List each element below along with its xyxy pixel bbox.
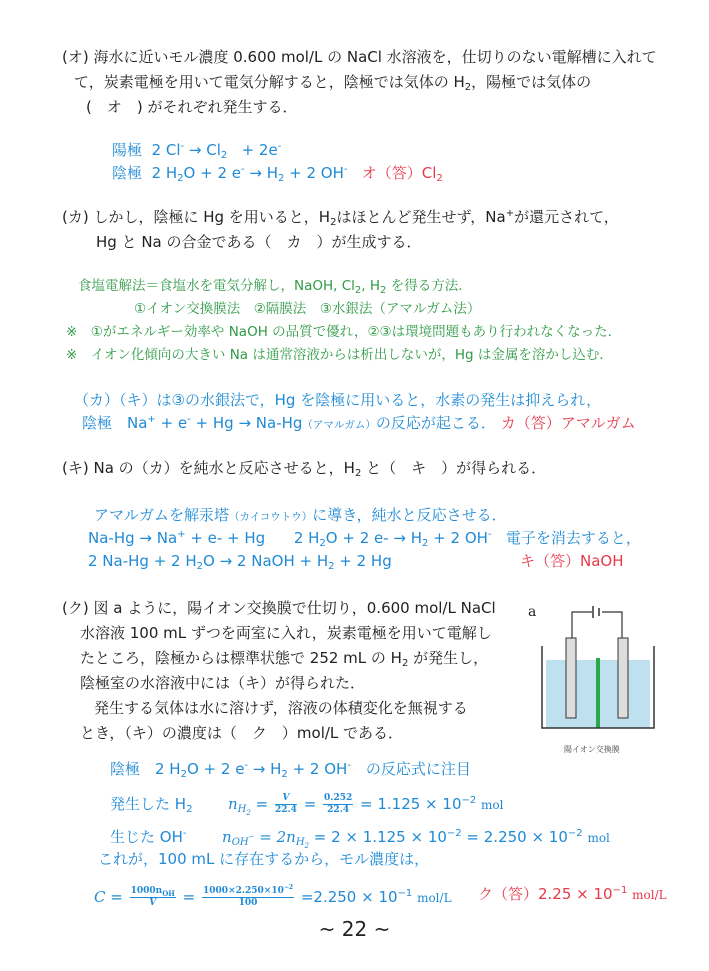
eq: O + 2 e <box>183 164 241 182</box>
eq: + 2e <box>236 141 278 159</box>
electrolysis-figure <box>520 598 668 758</box>
question-o-line2: て，炭素電極を用いて電気分解すると，陰極では気体の $H_2$，陽極では気体の <box>74 73 592 93</box>
exp: −1 <box>612 885 628 896</box>
note-line4: ※ イオン化傾向の大きい Na は通常溶液からは析出しないが，Hg は金属を溶かし込む． <box>66 347 613 363</box>
label: 陰極 <box>112 164 143 182</box>
text: + 2 OH <box>287 760 348 778</box>
ka-explain-line1: （カ）（キ）は③の水銀法で，Hg を陰極に用いると，水素の発生は抑えられ， <box>74 391 602 409</box>
text: が還元されて， <box>514 208 619 226</box>
question-ki-line1: (キ) Na の（カ）を純水と反応させると，$H_2$ と（ キ ）が得られる． <box>62 459 547 479</box>
fraction <box>202 884 294 908</box>
fraction <box>275 794 297 815</box>
question-ku-line3: たところ，陰極からは標準状態で 252 mL の $H_2$ が発生し， <box>80 649 489 669</box>
math: H <box>237 804 247 815</box>
text: ，陽極では気体の <box>471 73 592 91</box>
text: Na-Hg → Na <box>88 529 178 547</box>
text: 生じた OH <box>110 828 183 846</box>
text: が発生し， <box>408 649 489 667</box>
answer-o: オ（答）Cl <box>361 164 437 182</box>
question-o-line3: ( オ ) がそれぞれ発生する． <box>86 98 298 116</box>
text: （カイコウトウ） <box>229 511 313 523</box>
figure-label: a <box>528 604 537 620</box>
den: 22.4 <box>327 805 350 815</box>
fraction <box>323 794 353 815</box>
text: の反応式に注目 <box>350 760 471 778</box>
ku-calc-line2: 発生した $H_2$ $n_{H_2}$ = $\frac{V}{22.4}$ = $\frac{0.252}{22.4}$ = $1.125 \times 10^{-2}$ mol <box>110 793 504 817</box>
label: 陽極 <box>112 141 143 159</box>
text: を得る方法． <box>386 278 472 294</box>
text: 2 H <box>293 529 320 547</box>
eq: 2 H <box>151 164 178 182</box>
ku-calc-line3: 生じた OH- $n_{OH^-} = 2n_{H_2} = 2 \times 1.125 \times 10^{-2} = 2.250 \times 10^{-2}$ mol <box>110 828 610 850</box>
answer-ku <box>478 887 667 902</box>
text: = 1.125 × 10 <box>360 795 462 813</box>
num: 1000×2.250×10 <box>203 886 284 896</box>
eq: 2 Cl <box>151 141 181 159</box>
page-number: ~ 22 ~ <box>318 917 391 941</box>
answer-ki: キ（答）NaOH <box>520 552 624 570</box>
eq: → Cl <box>184 141 221 159</box>
math: H <box>295 837 305 848</box>
ki-explain-line2: Na-Hg → Na+ + e- + Hg 2 $H_2O + 2$ $e- \to H_2 + 2$ OH- 電子を消去すると， <box>88 529 641 549</box>
exp: −1 <box>397 888 413 899</box>
cathode-equation: 陰極 2 $H_2O + 2$ $e^- \to H_2 + 2$ OH- オ（答）$Cl_2$ <box>112 164 443 184</box>
math: n <box>222 828 232 846</box>
num: V <box>275 794 297 805</box>
note-line3: ※ ①がエネルギー効率や NaOH の品質で優れ，②③は環境問題もあり行われなくなった． <box>66 324 622 340</box>
exp: −2 <box>446 828 462 839</box>
text: に導き，純水と反応させる． <box>312 506 507 524</box>
num: 0.252 <box>324 793 353 803</box>
eq: → H <box>244 164 278 182</box>
ka-explain-line2: 陰極 Na+ + e- + Hg → Na-Hg（アマルガム）の反応が起こる． カ（答）アマルガム <box>82 414 636 432</box>
ki-explain-line1 <box>94 508 507 523</box>
figure-caption: 陽イオン交換膜 <box>564 745 620 754</box>
text: 電子を消去すると， <box>505 529 641 547</box>
text: の反応が起こる． <box>375 414 496 432</box>
question-o-line1: (オ) 海水に近いモル濃度 0.600 mol/L の NaCl 水溶液を，仕切りのない電解槽に入れて <box>62 48 657 66</box>
num-sub: OH <box>162 889 175 898</box>
math: C <box>94 888 106 906</box>
exp: −2 <box>461 795 477 806</box>
text: アマルガムを解汞塔 <box>94 506 230 524</box>
question-ka-line2: Hg と Na の合金である（ カ ）が生成する． <box>96 233 422 251</box>
unit: mol <box>481 798 504 812</box>
num-exp: −2 <box>283 884 294 891</box>
ki-explain-line3: 2 Na-Hg + 2 $H_2O \to 2$ NaOH + $H_2 + 2$ Hg <box>88 552 392 572</box>
text: O → 2 NaOH + H <box>203 552 329 570</box>
question-ku-line2: 水溶液 100 mL ずつを両室に入れ，炭素電極を用いて電解し <box>80 624 492 642</box>
ku-calc-line4: これが，100 mL に存在するから，モル濃度は， <box>98 850 430 868</box>
text: → H <box>248 760 282 778</box>
text: (カ) しかし，陰極に Hg を用いると，H <box>62 208 331 226</box>
text: , H <box>361 278 381 294</box>
text: O + 2 e <box>186 760 245 778</box>
text: 発生した H <box>110 795 187 813</box>
ku-calc-line1: 陰極 2 $H_2O + 2$ $e^- \to H_2 + 2$ OH- の反応式に注目 <box>110 760 471 780</box>
text: + 2 OH <box>428 529 488 547</box>
math: n <box>228 795 238 813</box>
text: O + 2 e- → H <box>325 529 423 547</box>
text: たところ，陰極からは標準状態で 252 mL の H <box>80 649 402 667</box>
cell-drawing <box>520 598 668 758</box>
unit: mol/L <box>417 891 452 905</box>
question-ku-line1: (ク) 図 a ように，陽イオン交換膜で仕切り，0.600 mol/L NaCl <box>62 599 496 617</box>
text: + e- + Hg <box>185 529 266 547</box>
question-ku-line6: とき，（キ）の濃度は（ ク ）mol/L である． <box>80 724 404 742</box>
text: (キ) Na の（カ）を純水と反応させると，H <box>62 459 355 477</box>
text: + e <box>155 414 188 432</box>
math: OH <box>231 837 249 848</box>
text: （アマルガム） <box>302 419 376 431</box>
text: 陰極 Na <box>82 414 148 432</box>
fraction <box>130 887 176 908</box>
text: 2 Na-Hg + 2 H <box>88 552 197 570</box>
answer-ka: カ（答）アマルガム <box>500 414 636 432</box>
text: ク（答）2.25 × 10 <box>478 885 613 903</box>
math: = 2n <box>254 828 296 846</box>
ku-calc-line5: C = $\frac{1000n_{OH}}{V}$ = $\frac{1000\times 2.250\times 10^{-2}}{100}$ $=2.250 \times 10^{-1}$ mol/L <box>94 884 452 908</box>
question-ku-line4: 陰極室の水溶液中には（キ）が得られた． <box>80 674 366 692</box>
text: 陰極 2 H <box>110 760 181 778</box>
den: 100 <box>238 898 258 908</box>
text: = 2 × 1.125 × 10 <box>309 828 447 846</box>
text: + 2 Hg <box>334 552 392 570</box>
exp: −2 <box>567 828 583 839</box>
question-ka-line1: (カ) しかし，陰極に Hg を用いると，$H_2$はほとんど発生せず，Na+が還元されて， <box>62 208 619 228</box>
den: V <box>149 898 157 908</box>
unit: mol/L <box>632 888 667 902</box>
note-line1: 食塩電解法＝食塩水を電気分解し，NaOH, $Cl_2$, $H_2$ を得る方法． <box>78 278 472 296</box>
text: て，炭素電極を用いて電気分解すると，陰極では気体の H <box>74 73 465 91</box>
text: =2.250 × 10 <box>300 888 398 906</box>
text: はほとんど発生せず，Na <box>336 208 506 226</box>
text: と（ キ ）が得られる． <box>361 459 547 477</box>
anode-equation: 陽極 2 $Cl^- \to Cl_2 + 2e^-$ <box>112 141 282 161</box>
text: 食塩電解法＝食塩水を電気分解し，NaOH, Cl <box>78 278 355 294</box>
den: 22.4 <box>275 805 297 815</box>
num: 1000n <box>130 886 163 896</box>
question-ku-line5: 発生する気体は水に溶けず，溶液の体積変化を無視する <box>94 699 468 717</box>
text: + Hg → Na-Hg <box>190 414 303 432</box>
text: = 2.250 × 10 <box>461 828 568 846</box>
note-line2: ①イオン交換膜法 ②隔膜法 ③水銀法（アマルガム法） <box>134 301 481 317</box>
eq: + 2 OH <box>284 164 344 182</box>
unit: mol <box>587 831 610 845</box>
